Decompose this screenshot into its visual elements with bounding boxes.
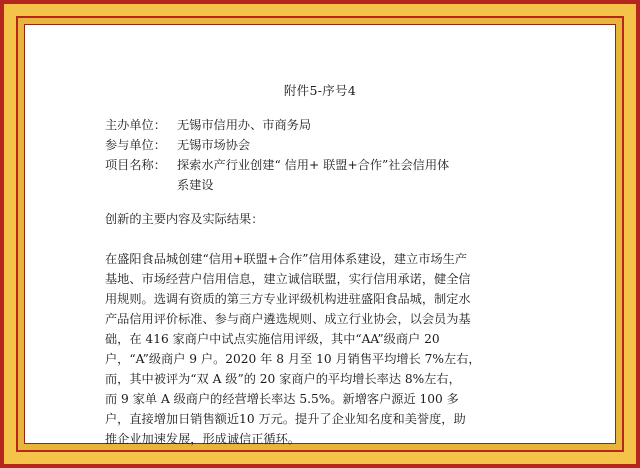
body-line: 产品信用评价标准、参与商户遴选规则、成立行业协会，以会员为基 [105,312,471,326]
project-value-line: 探索水产行业创建“ 信用+ 联盟+合作”社会信用体 [177,158,450,172]
project-label: 项目名称： [105,158,166,172]
body-line: 户，直接增加日销售额近10 万元。提升了企业知名度和美誉度，助 [105,412,466,426]
body-line: 基地、市场经营户信用信息，建立诚信联盟，实行信用承诺，健全信 [105,272,471,286]
section-heading: 创新的主要内容及实际结果： [105,212,264,226]
decorative-frame-inner [16,16,624,452]
project-row [105,155,545,195]
body-line: 础，在 416 家商户中试点实施信用评级，其中“AA”级商户 20 [105,332,440,346]
body-line: 用规则。选调有资质的第三方专业评级机构进驻盛阳食品城，制定水 [105,292,471,306]
body-line: 而 9 家单 A 级商户的经营增长率达 5.5%。新增客户源近 100 多 [105,392,459,406]
project-meta [105,115,545,195]
participant-label: 参与单位： [105,138,166,152]
project-value-line: 系建设 [177,178,214,192]
attachment-title: 附件5-序号4 [283,83,357,98]
body-paragraph [105,249,585,449]
sponsor-row [105,115,545,135]
participant-value: 无锡市场协会 [177,138,251,152]
body-line: 而，其中被评为“双 A 级”的 20 家商户的平均增长率达 8%左右， [105,372,461,386]
body-line: 推企业加速发展，形成诚信正循环。 [105,432,300,446]
sponsor-value: 无锡市信用办、市商务局 [177,118,312,132]
project-value [177,155,545,195]
body-line: 户，“A”级商户 9 户。2020 年 8 月至 10 月销售平均增长 7%左右， [105,352,481,366]
sponsor-label: 主办单位： [105,118,166,132]
participant-row [105,135,545,155]
body-line: 在盛阳食品城创建“信用+联盟+合作”信用体系建设，建立市场生产 [105,252,467,266]
document-page [24,24,616,444]
